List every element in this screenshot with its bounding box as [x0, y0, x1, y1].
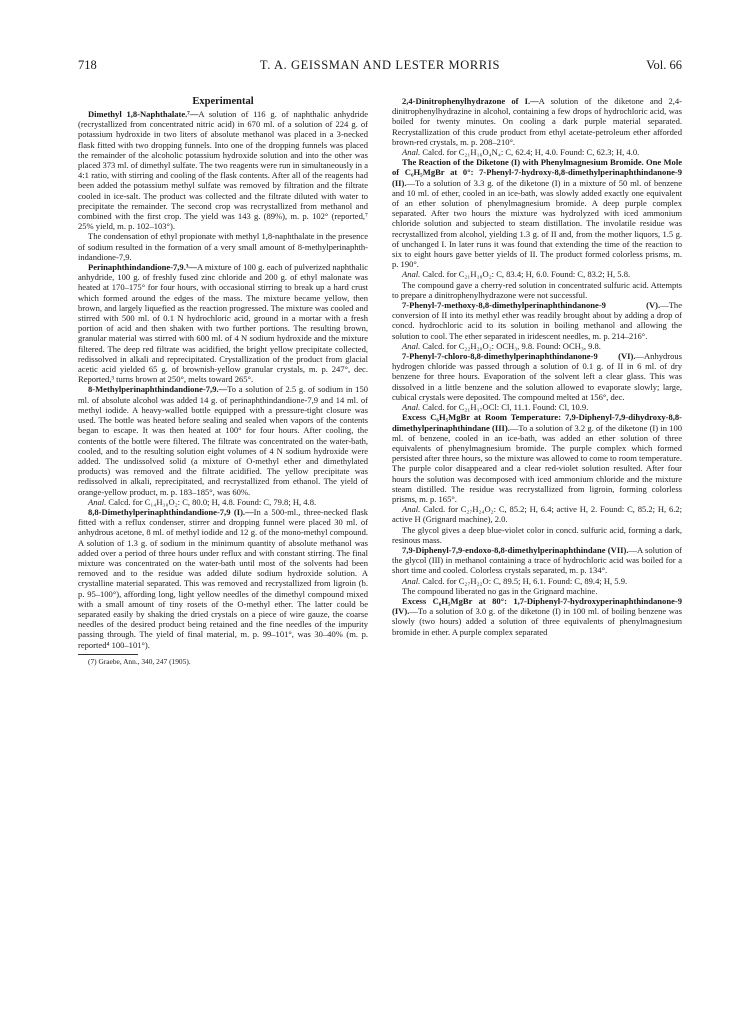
analysis-text: Calcd. for C₂₂H₂₀O₂: OCH₃, 9.8. Found: OCH₃, 9.8.: [422, 340, 601, 351]
paragraph: [78, 384, 368, 496]
paragraph-title: 8,8-Dimethylperinaphthindandione-7,9 (I).—: [88, 506, 254, 517]
paragraph-text: In a 500-ml., three-necked flask fitted with a reflux condenser, stirrer and dropping funnel were placed 30 ml. of anhydrous acetone, 8 ml. of methyl iodide and 12 g. of the mono-methyl compound. A solution of 1.3 g. of sodium in the minimum quantity of absolute methanol was added over a period of three hours under reflux and with constant stirring. The final mixture was concentrated on the water-bath until most of the solvents had been removed and to the residue was added dilute sodium hydroxide solution. A crystalline material separated. This was removed and recrystallized from ligroin (b. p. 95–100°), affording long, light yellow needles of the dimethyl compound mixed with a small amount of tiny rosets of the O-methyl ether. The latter could be separated easily by shaking the dried crystals on a piece of wire gauze, the coarse needles of the desired product being retained and the fine needles of the impurity passing through. The yield of final material, m. p. 99–101°, was 30–40% (m. p. reported⁴ 100–101°).: [78, 506, 369, 650]
paragraph-title: 7,9-Diphenyl-7,9-endoxo-8,8-dimethylperinaphthindane (VII).: [402, 544, 629, 555]
paragraph: [78, 262, 368, 384]
footnote-rule: [78, 654, 138, 655]
paragraph-text: A mixture of 100 g. each of pulverized naphthalic anhydride, 100 g. of freshly fused zinc chloride and 200 g. of ethyl malonate was heated at 170–175° for four hours, with occasional stirring to break up a hard crust which formed around the edges of the mass. The mixture became yellow, then brown, and largely liquefied as the reaction progressed. The mixture was cooled and stirred with 500 ml. of 0.1 N hydrochloric acid, ground in a mortar with a fresh portion of acid and then shaken with two further portions. The resulting brown, granular material was stirred with 600 ml. of 4 N sodium hydroxide and the mixture filtered. The deep red filtrate was acidified, the bright yellow precipitate collected, redissolved in alkali and reprecipitated. Crystallization of the product from glacial acetic acid yielded 65 g. of brownish-yellow granular crystals, m. p. 247°, dec. Reported,³ turns brown at 250°, melts toward 265°.: [78, 262, 368, 385]
paragraph: [392, 596, 682, 637]
paragraph-text: —Anhydrous hydrogen chloride was passed through a solution of 0.1 g. of II in 6 ml. of dry benzene for three hours. Evaporation of the solvent left a clear glass. This was dissolved in a little benzene and the solution allowed to evaporate slowly; large, cubical crystals were deposited. The compound melted at 156°, dec.: [392, 351, 682, 402]
analysis-line: [392, 576, 682, 586]
paragraph-title: Excess C₆H₅MgBr at 80°: 1,7-Diphenyl-7-hydroxyperinaphthindanone-9 (IV).: [392, 595, 682, 617]
analysis-text: Calcd. for C₂₁H₁₆O₄N₄: C, 62.4; H, 4.0. Found: C, 62.3; H, 4.0.: [422, 147, 640, 158]
analysis-line: [78, 497, 368, 507]
analysis-label: Anal.: [402, 575, 421, 586]
analysis-text: Calcd. for C₂₇H₂₄O₂: C, 85.2; H, 6.4; active H, 2. Found: C, 85.2; H, 6.2; active H (Grignard machine), 2.0.: [392, 504, 682, 525]
analysis-label: Anal.: [402, 269, 421, 280]
paragraph: [392, 412, 682, 504]
paragraph: [392, 351, 682, 402]
paragraph-title: Excess C₆H₅MgBr at Room Temperature: 7,9-Diphenyl-7,9-dihydroxy-8,8-dimethylperinaphthindane (III).: [392, 412, 682, 433]
paragraph: [392, 545, 682, 576]
paragraph-text: To a solution of 2.5 g. of sodium in 150 ml. of absolute alcohol was added 14 g. of perinaphthindandione-7,9 and 14 ml. of methyl iodide. A heavy-walled bottle equipped with a pressure-tight closure was used. The bottle was heated before sealing and sealed when vapors of the contents began to escape. It was then heated at 100° for four hours. After cooling, the contents of the bottle were filtered. The filtrate was concentrated on the water-bath, cooled, and to the resulting solution eight volumes of 4 N sodium hydroxide were added. The undissolved solid (a mixture of O-methyl ether and dimethylated products) was removed and the filtrate acidified. The yellow precipitate was redissolved in alkali, reprecipitated, and recrystallized from ethanol. The yield of orange-yellow product, m. p. 183–185°, was 60%.: [78, 384, 368, 497]
analysis-text: Calcd. for C₂₇H₂₂O: C, 89.5; H, 6.1. Found: C, 89.4; H, 5.9.: [422, 575, 628, 586]
paragraph-text: A solution of 116 g. of naphthalic anhydride (recrystallized from concentrated nitric acid) in 670 ml. of a solution of 224 g. of potassium hydroxide in two liters of absolute methanol was placed in a 3-necked flask fitted with two dropping funnels. Into one of the dropping funnels was placed the remainder of the alcoholic potassium hydroxide solution and into the other was placed 373 ml. of dimethyl sulfate. The two reagents were run in simultaneously in a 4:1 ratio, with stirring and cooling of the flask contents. After all of the reagents had been added the potassium methyl sulfate was removed by filtration and the filtrate cooled in ice-salt. The product was collected and the filtrate diluted with water to precipitate the remainder. The second crop was recrystallized from methanol and combined with the first crop. The yield was 143 g. (89%), m. p. 102° (reported,⁷ 25% yield, m. p. 102–103°).: [78, 109, 368, 232]
analysis-label: Anal.: [402, 147, 421, 158]
paragraph: [78, 231, 368, 262]
page-header: [78, 58, 682, 74]
paragraph: [392, 525, 682, 545]
paragraph-title: The Reaction of the Diketone (I) with Phenylmagnesium Bromide. One Mole of C₆H₅MgBr at 0°: 7-Phenyl-7-hydroxy-8,8-dimethylperinaphthindanone-9 (II).: [392, 157, 682, 188]
paragraph-text: —A solution of the glycol (III) in methanol containing a trace of hydrochloric acid was boiled for a short time and cooled. Colorless crystals separated, m. p. 134°.: [392, 544, 683, 576]
paragraph: [78, 507, 368, 650]
paragraph-text: —To a solution of 3.2 g. of the diketone (I) in 100 ml. of benzene, cooled in an ice-bath, was added an ether solution of three equivalents of phenylmagnesium bromide. The purple complex which formed persisted after three hours, so the mixture was allowed to come to room temperature. The purple color disappeared and a clear red-violet solution resulted. After four hours the solution was decomposed with iced ammonium chloride and the mixture steam distilled. The residue was recrystallized from ligroin, forming colorless prisms, m. p. 165°.: [392, 422, 682, 504]
analysis-line: [392, 147, 682, 157]
paragraph: [392, 96, 682, 147]
running-head-authors: T. A. GEISSMAN AND LESTER MORRIS: [259, 58, 501, 72]
analysis-line: [392, 341, 682, 351]
page-number: 718: [78, 58, 97, 72]
paragraph: [392, 157, 682, 269]
paragraph-title: 7-Phenyl-7-chloro-8,8-dimethylperinaphthindanone-9 (VI).: [402, 351, 636, 362]
paragraph-text: A solution of the diketone and 2,4-dinitrophenylhydrazine in alcohol, containing a few drops of hydrochloric acid, was boiled for twenty minutes. On cooling a dark purple material separated. Recrystallization of this crude product from ethyl acetate-petroleum ether afforded brown-red crystals, m. p. 208–210°.: [392, 96, 682, 147]
analysis-line: [392, 504, 682, 524]
paragraph-text: —To a solution of 3.3 g. of the diketone (I) in a mixture of 50 ml. of benzene and 10 ml. of ether, cooled in an ice-bath, was slowly added exactly one equivalent of an ether solution of phenylmagnesium bromide. A deep purple complex separated. After two hours the mixture was hydrolyzed with iced ammonium chloride solution and subjected to steam distillation. The involatile residue was recrystallized from alcohol, yielding 1.3 g. of II and, from the mother liquors, 1.5 g. of unchanged I. In later runs it was found that extending the time of the reaction to six to eight hours gave better yields of II. The product formed colorless prisms, m. p. 190°.: [392, 177, 682, 270]
paragraph-title: 2,4-Dinitrophenylhydrazone of I.—: [402, 96, 539, 106]
paragraph-title: Perinaphthindandione-7,9.³—: [88, 262, 197, 273]
analysis-text: Calcd. for C₁₄H₁₀O₂: C, 80.0; H, 4.8. Found: C, 79.8; H, 4.8.: [108, 496, 317, 507]
paragraph-title: Dimethyl 1,8-Naphthalate.⁷—: [88, 109, 199, 119]
paragraph: [392, 280, 682, 300]
paragraph-title: 7-Phenyl-7-methoxy-8,8-dimethylperinaphthindanone-9 (V).: [402, 300, 661, 311]
paragraph: [392, 300, 682, 341]
footnote: (7) Graebe, Ann., 340, 247 (1905).: [88, 656, 191, 666]
analysis-text: Calcd. for C₂₁H₁₇OCl: Cl, 11.1. Found: Cl, 10.9.: [422, 402, 589, 413]
analysis-line: [392, 402, 682, 412]
analysis-label: Anal.: [402, 402, 421, 413]
left-column: [78, 96, 368, 666]
paragraph-text: —To a solution of 3.0 g. of the diketone (I) in 100 ml. of boiling benzene was slowly (two hours) added a solution of three equivalents of phenylmagnesium bromide in ether. A purple complex separated: [392, 606, 682, 637]
analysis-line: [392, 269, 682, 279]
paragraph-text: The compound liberated no gas in the Grignard machine.: [402, 585, 598, 596]
paragraph-title: 8-Methylperinaphthindandione-7,9.—: [88, 384, 228, 395]
paragraph: [78, 109, 368, 231]
paragraph-text: The condensation of ethyl propionate with methyl 1,8-naphthalate in the presence of sodium resulted in the formation of a very small amount of 8-methylperinaphth-indandione-7,9.: [78, 231, 368, 262]
volume-label: Vol. 66: [646, 58, 682, 72]
paragraph-text: The compound gave a cherry-red solution in concentrated sulfuric acid. Attempts to prepare a dinitrophenylhydrazone were not successful.: [392, 279, 682, 300]
paragraph-text: —The conversion of II into its methyl ether was readily brought about by adding a drop of concd. hydrochloric acid to its solution in boiling methanol and allowing the solution to cool. The ether separated in iridescent needles, m. p. 214–216°.: [392, 300, 682, 341]
paragraph-text: The glycol gives a deep blue-violet color in concd. sulfuric acid, forming a dark, resinous mass.: [392, 524, 682, 545]
analysis-text: Calcd. for C₂₁H₁₈O₂: C, 83.4; H, 6.0. Found: C, 83.2; H, 5.8.: [422, 269, 631, 280]
analysis-label: Anal.: [402, 504, 421, 515]
analysis-label: Anal.: [88, 496, 107, 507]
right-column: [392, 96, 682, 637]
paragraph: [392, 586, 682, 596]
section-heading: Experimental: [192, 96, 254, 107]
analysis-label: Anal.: [402, 340, 421, 351]
